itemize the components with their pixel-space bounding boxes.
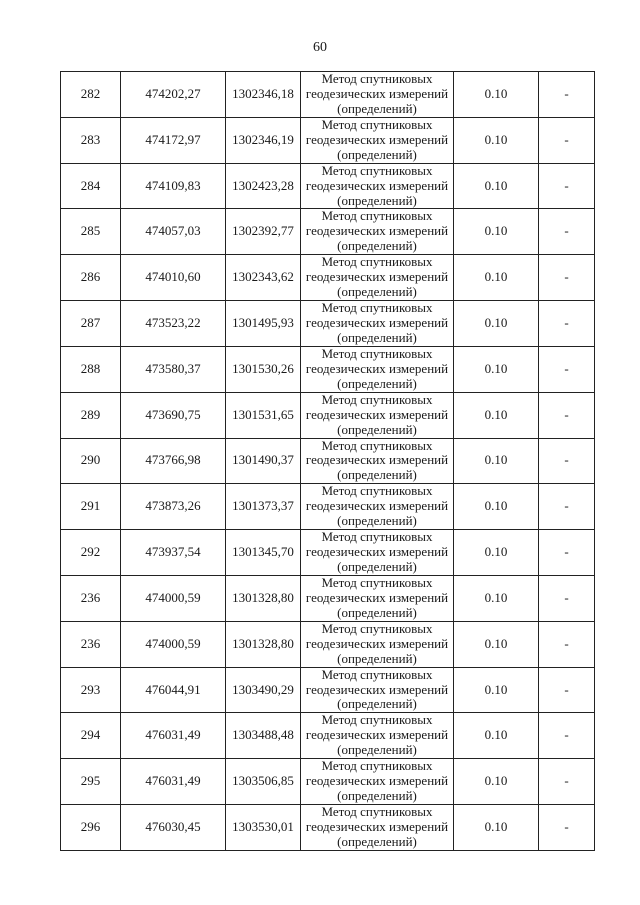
note-cell: -	[539, 805, 595, 851]
point-number-cell: 293	[61, 667, 121, 713]
table-row	[61, 392, 595, 438]
accuracy-cell: 0.10	[454, 346, 539, 392]
accuracy-cell: 0.10	[454, 117, 539, 163]
table-row	[61, 209, 595, 255]
y-coordinate-cell: 1302346,18	[226, 72, 301, 118]
y-coordinate-cell: 1301328,80	[226, 575, 301, 621]
accuracy-cell: 0.10	[454, 713, 539, 759]
point-number-cell: 283	[61, 117, 121, 163]
table-row	[61, 438, 595, 484]
point-number-cell: 296	[61, 805, 121, 851]
x-coordinate-cell: 473766,98	[121, 438, 226, 484]
y-coordinate-cell: 1302392,77	[226, 209, 301, 255]
y-coordinate-cell: 1301373,37	[226, 484, 301, 530]
table-row	[61, 575, 595, 621]
y-coordinate-cell: 1301490,37	[226, 438, 301, 484]
note-cell: -	[539, 301, 595, 347]
note-cell: -	[539, 484, 595, 530]
method-cell: Метод спутниковых геодезических измерений (определений)	[301, 667, 454, 713]
y-coordinate-cell: 1303490,29	[226, 667, 301, 713]
table-row	[61, 163, 595, 209]
note-cell: -	[539, 621, 595, 667]
accuracy-cell: 0.10	[454, 392, 539, 438]
method-cell: Метод спутниковых геодезических измерений (определений)	[301, 346, 454, 392]
table-row	[61, 484, 595, 530]
point-number-cell: 288	[61, 346, 121, 392]
x-coordinate-cell: 473523,22	[121, 301, 226, 347]
x-coordinate-cell: 474010,60	[121, 255, 226, 301]
method-cell: Метод спутниковых геодезических измерений (определений)	[301, 484, 454, 530]
note-cell: -	[539, 667, 595, 713]
point-number-cell: 292	[61, 530, 121, 576]
x-coordinate-cell: 476044,91	[121, 667, 226, 713]
y-coordinate-cell: 1303488,48	[226, 713, 301, 759]
point-number-cell: 285	[61, 209, 121, 255]
point-number-cell: 286	[61, 255, 121, 301]
note-cell: -	[539, 438, 595, 484]
table-row	[61, 759, 595, 805]
accuracy-cell: 0.10	[454, 805, 539, 851]
accuracy-cell: 0.10	[454, 484, 539, 530]
point-number-cell: 290	[61, 438, 121, 484]
x-coordinate-cell: 474109,83	[121, 163, 226, 209]
accuracy-cell: 0.10	[454, 255, 539, 301]
x-coordinate-cell: 474172,97	[121, 117, 226, 163]
accuracy-cell: 0.10	[454, 209, 539, 255]
point-number-cell: 294	[61, 713, 121, 759]
x-coordinate-cell: 473690,75	[121, 392, 226, 438]
coordinates-table	[60, 71, 595, 851]
x-coordinate-cell: 474000,59	[121, 621, 226, 667]
point-number-cell: 284	[61, 163, 121, 209]
table-row	[61, 805, 595, 851]
note-cell: -	[539, 392, 595, 438]
method-cell: Метод спутниковых геодезических измерений (определений)	[301, 117, 454, 163]
note-cell: -	[539, 117, 595, 163]
accuracy-cell: 0.10	[454, 530, 539, 576]
point-number-cell: 287	[61, 301, 121, 347]
point-number-cell: 236	[61, 621, 121, 667]
method-cell: Метод спутниковых геодезических измерений (определений)	[301, 759, 454, 805]
y-coordinate-cell: 1302423,28	[226, 163, 301, 209]
x-coordinate-cell: 473937,54	[121, 530, 226, 576]
point-number-cell: 282	[61, 72, 121, 118]
x-coordinate-cell: 476031,49	[121, 759, 226, 805]
accuracy-cell: 0.10	[454, 667, 539, 713]
y-coordinate-cell: 1301328,80	[226, 621, 301, 667]
note-cell: -	[539, 759, 595, 805]
note-cell: -	[539, 163, 595, 209]
x-coordinate-cell: 473873,26	[121, 484, 226, 530]
accuracy-cell: 0.10	[454, 301, 539, 347]
x-coordinate-cell: 474202,27	[121, 72, 226, 118]
note-cell: -	[539, 209, 595, 255]
note-cell: -	[539, 713, 595, 759]
method-cell: Метод спутниковых геодезических измерений (определений)	[301, 530, 454, 576]
accuracy-cell: 0.10	[454, 575, 539, 621]
table-row	[61, 117, 595, 163]
table-row	[61, 301, 595, 347]
method-cell: Метод спутниковых геодезических измерений (определений)	[301, 805, 454, 851]
table-row	[61, 72, 595, 118]
accuracy-cell: 0.10	[454, 621, 539, 667]
method-cell: Метод спутниковых геодезических измерений (определений)	[301, 392, 454, 438]
y-coordinate-cell: 1302346,19	[226, 117, 301, 163]
accuracy-cell: 0.10	[454, 72, 539, 118]
method-cell: Метод спутниковых геодезических измерений (определений)	[301, 255, 454, 301]
table-row	[61, 346, 595, 392]
point-number-cell: 295	[61, 759, 121, 805]
method-cell: Метод спутниковых геодезических измерений (определений)	[301, 713, 454, 759]
note-cell: -	[539, 72, 595, 118]
method-cell: Метод спутниковых геодезических измерений (определений)	[301, 621, 454, 667]
y-coordinate-cell: 1301531,65	[226, 392, 301, 438]
note-cell: -	[539, 575, 595, 621]
method-cell: Метод спутниковых геодезических измерений (определений)	[301, 438, 454, 484]
accuracy-cell: 0.10	[454, 759, 539, 805]
accuracy-cell: 0.10	[454, 438, 539, 484]
table-row	[61, 713, 595, 759]
method-cell: Метод спутниковых геодезических измерений (определений)	[301, 209, 454, 255]
point-number-cell: 289	[61, 392, 121, 438]
accuracy-cell: 0.10	[454, 163, 539, 209]
coordinates-table-body	[61, 72, 595, 851]
table-row	[61, 530, 595, 576]
method-cell: Метод спутниковых геодезических измерений (определений)	[301, 72, 454, 118]
y-coordinate-cell: 1302343,62	[226, 255, 301, 301]
y-coordinate-cell: 1301495,93	[226, 301, 301, 347]
x-coordinate-cell: 474000,59	[121, 575, 226, 621]
table-row	[61, 667, 595, 713]
note-cell: -	[539, 346, 595, 392]
x-coordinate-cell: 474057,03	[121, 209, 226, 255]
table-row	[61, 621, 595, 667]
x-coordinate-cell: 476031,49	[121, 713, 226, 759]
method-cell: Метод спутниковых геодезических измерений (определений)	[301, 575, 454, 621]
point-number-cell: 236	[61, 575, 121, 621]
method-cell: Метод спутниковых геодезических измерений (определений)	[301, 163, 454, 209]
x-coordinate-cell: 473580,37	[121, 346, 226, 392]
note-cell: -	[539, 530, 595, 576]
note-cell: -	[539, 255, 595, 301]
y-coordinate-cell: 1301530,26	[226, 346, 301, 392]
y-coordinate-cell: 1301345,70	[226, 530, 301, 576]
y-coordinate-cell: 1303506,85	[226, 759, 301, 805]
x-coordinate-cell: 476030,45	[121, 805, 226, 851]
page-number: 60	[313, 40, 327, 55]
y-coordinate-cell: 1303530,01	[226, 805, 301, 851]
method-cell: Метод спутниковых геодезических измерений (определений)	[301, 301, 454, 347]
point-number-cell: 291	[61, 484, 121, 530]
table-row	[61, 255, 595, 301]
